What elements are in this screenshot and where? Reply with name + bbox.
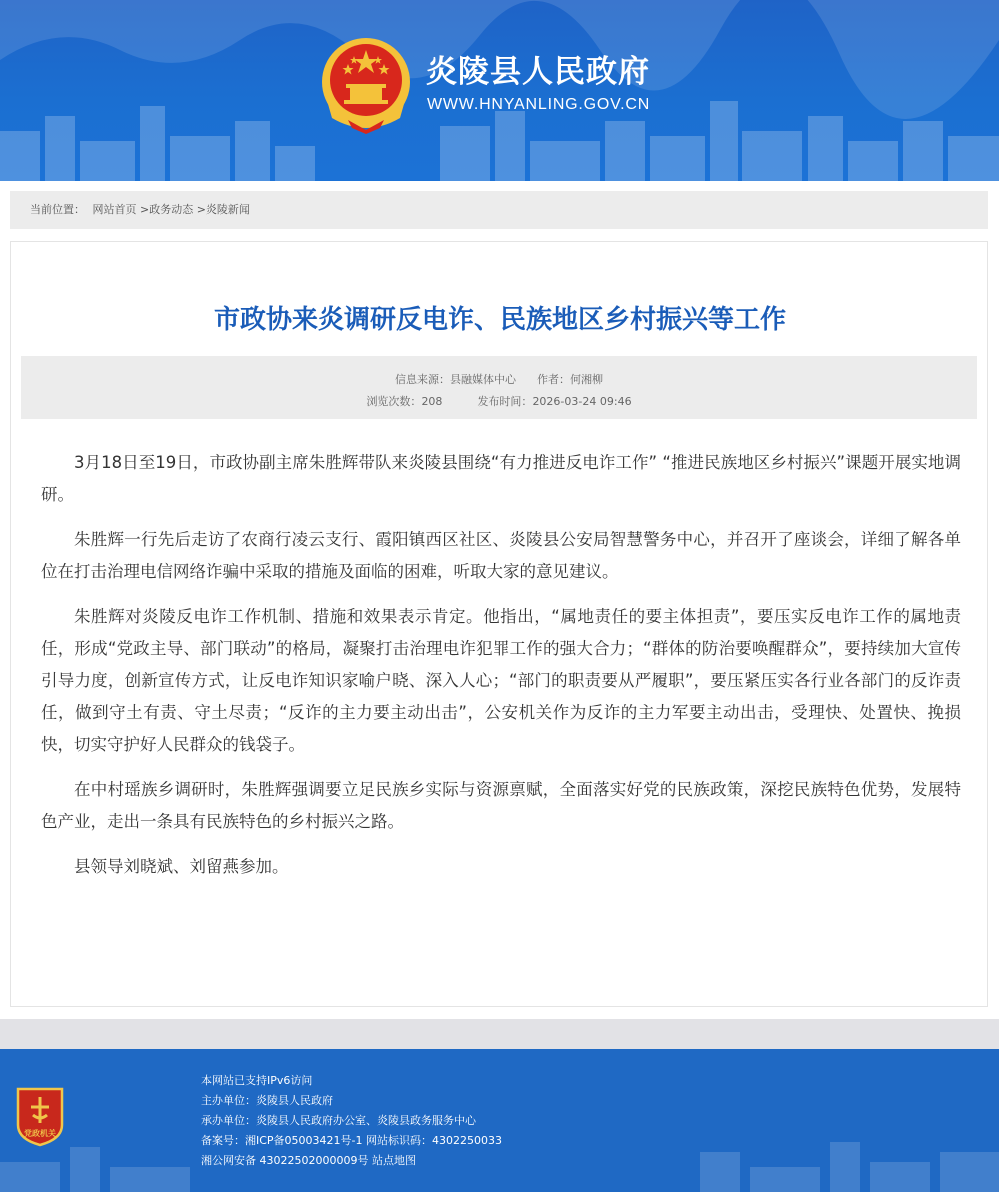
article-paragraph: 在中村瑶族乡调研时，朱胜辉强调要立足民族乡实际与资源禀赋，全面落实好党的民族政策，深挖民族特色优势，发展特色产业，走出一条具有民族特色的乡村振兴之路。: [41, 780, 961, 831]
date-label: 发布时间：: [477, 395, 533, 408]
author-label: 作者：: [537, 373, 570, 386]
ipv6-notice: 本网站已支持IPv6访问: [201, 1074, 313, 1087]
article-meta: [21, 356, 977, 419]
sponsor-info: 主办单位：炎陵县人民政府: [201, 1094, 333, 1107]
breadcrumb-gov-affairs-link[interactable]: >政务动态: [140, 203, 194, 216]
article-body: [41, 447, 961, 896]
site-url[interactable]: WWW.HNYANLING.GOV.CN: [427, 96, 651, 113]
party-government-badge-icon[interactable]: [14, 1085, 66, 1147]
police-record-link[interactable]: 湘公网安备 43022502000009号: [201, 1154, 369, 1167]
site-title[interactable]: 炎陵县人民政府: [426, 54, 650, 90]
site-footer: [0, 1049, 999, 1192]
article-paragraph: 县领导刘晓斌、刘留燕参加。: [74, 857, 289, 876]
article-paragraph: 朱胜辉一行先后走访了农商行凌云支行、霞阳镇西区社区、炎陵县公安局智慧警务中心，并召开了座谈会，详细了解各单位在打击治理电信网络诈骗中采取的措施及面临的困难，听取大家的意见建议。: [41, 530, 961, 581]
footer-info: [201, 1071, 502, 1171]
sitemap-link[interactable]: 站点地图: [371, 1154, 416, 1167]
breadcrumb: [10, 191, 988, 229]
breadcrumb-home-link[interactable]: 网站首页: [92, 203, 137, 216]
views-label: 浏览次数：: [366, 395, 422, 408]
organizer-info: 承办单位：炎陵县人民政府办公室、炎陵县政务服务中心: [201, 1114, 476, 1127]
author-value: 何湘柳: [570, 373, 603, 386]
article-container: [10, 241, 988, 1007]
breadcrumb-label: 当前位置：: [30, 203, 85, 216]
national-emblem-icon: [318, 34, 414, 134]
icp-info[interactable]: 备案号：湘ICP备05003421号-1 网站标识码：4302250033: [201, 1134, 502, 1147]
source-value: 县融媒体中心: [450, 373, 516, 386]
article-title: 市政协来炎调研反电诈、民族地区乡村振兴等工作: [213, 305, 786, 335]
breadcrumb-news-link[interactable]: >炎陵新闻: [196, 203, 250, 216]
footer-divider-band: [0, 1019, 999, 1049]
source-label: 信息来源：: [395, 373, 450, 386]
badge-text: 党政机关: [24, 1129, 56, 1138]
article-paragraph: 朱胜辉对炎陵反电诈工作机制、措施和效果表示肯定。他指出，“属地责任的要主体担责”，要压实反电诈工作的属地责任，形成“党政主导、部门联动”的格局，凝聚打击治理电诈犯罪工作的强大合力；“群体的防治要唤醒群众”，要持续加大宣传引导力度，创新宣传方式，让反电诈知识家喻户晓、深入人心；“部门的职责要从严履职”，要压紧压实各行业各部门的反诈责任，做到守土有责、守土尽责；“反诈的主力要主动出击”，公安机关作为反诈的主力军要主动出击，受理快、处置快、挽损快，切实守护好人民群众的钱袋子。: [41, 607, 961, 754]
views-count: 208: [421, 395, 443, 408]
site-header: [0, 0, 999, 181]
article-paragraph: 3月18日至19日，市政协副主席朱胜辉带队来炎陵县围绕“有力推进反电诈工作” “推进民族地区乡村振兴”课题开展实地调研。: [41, 453, 961, 504]
publish-date: 2026-03-24 09:46: [532, 395, 632, 408]
